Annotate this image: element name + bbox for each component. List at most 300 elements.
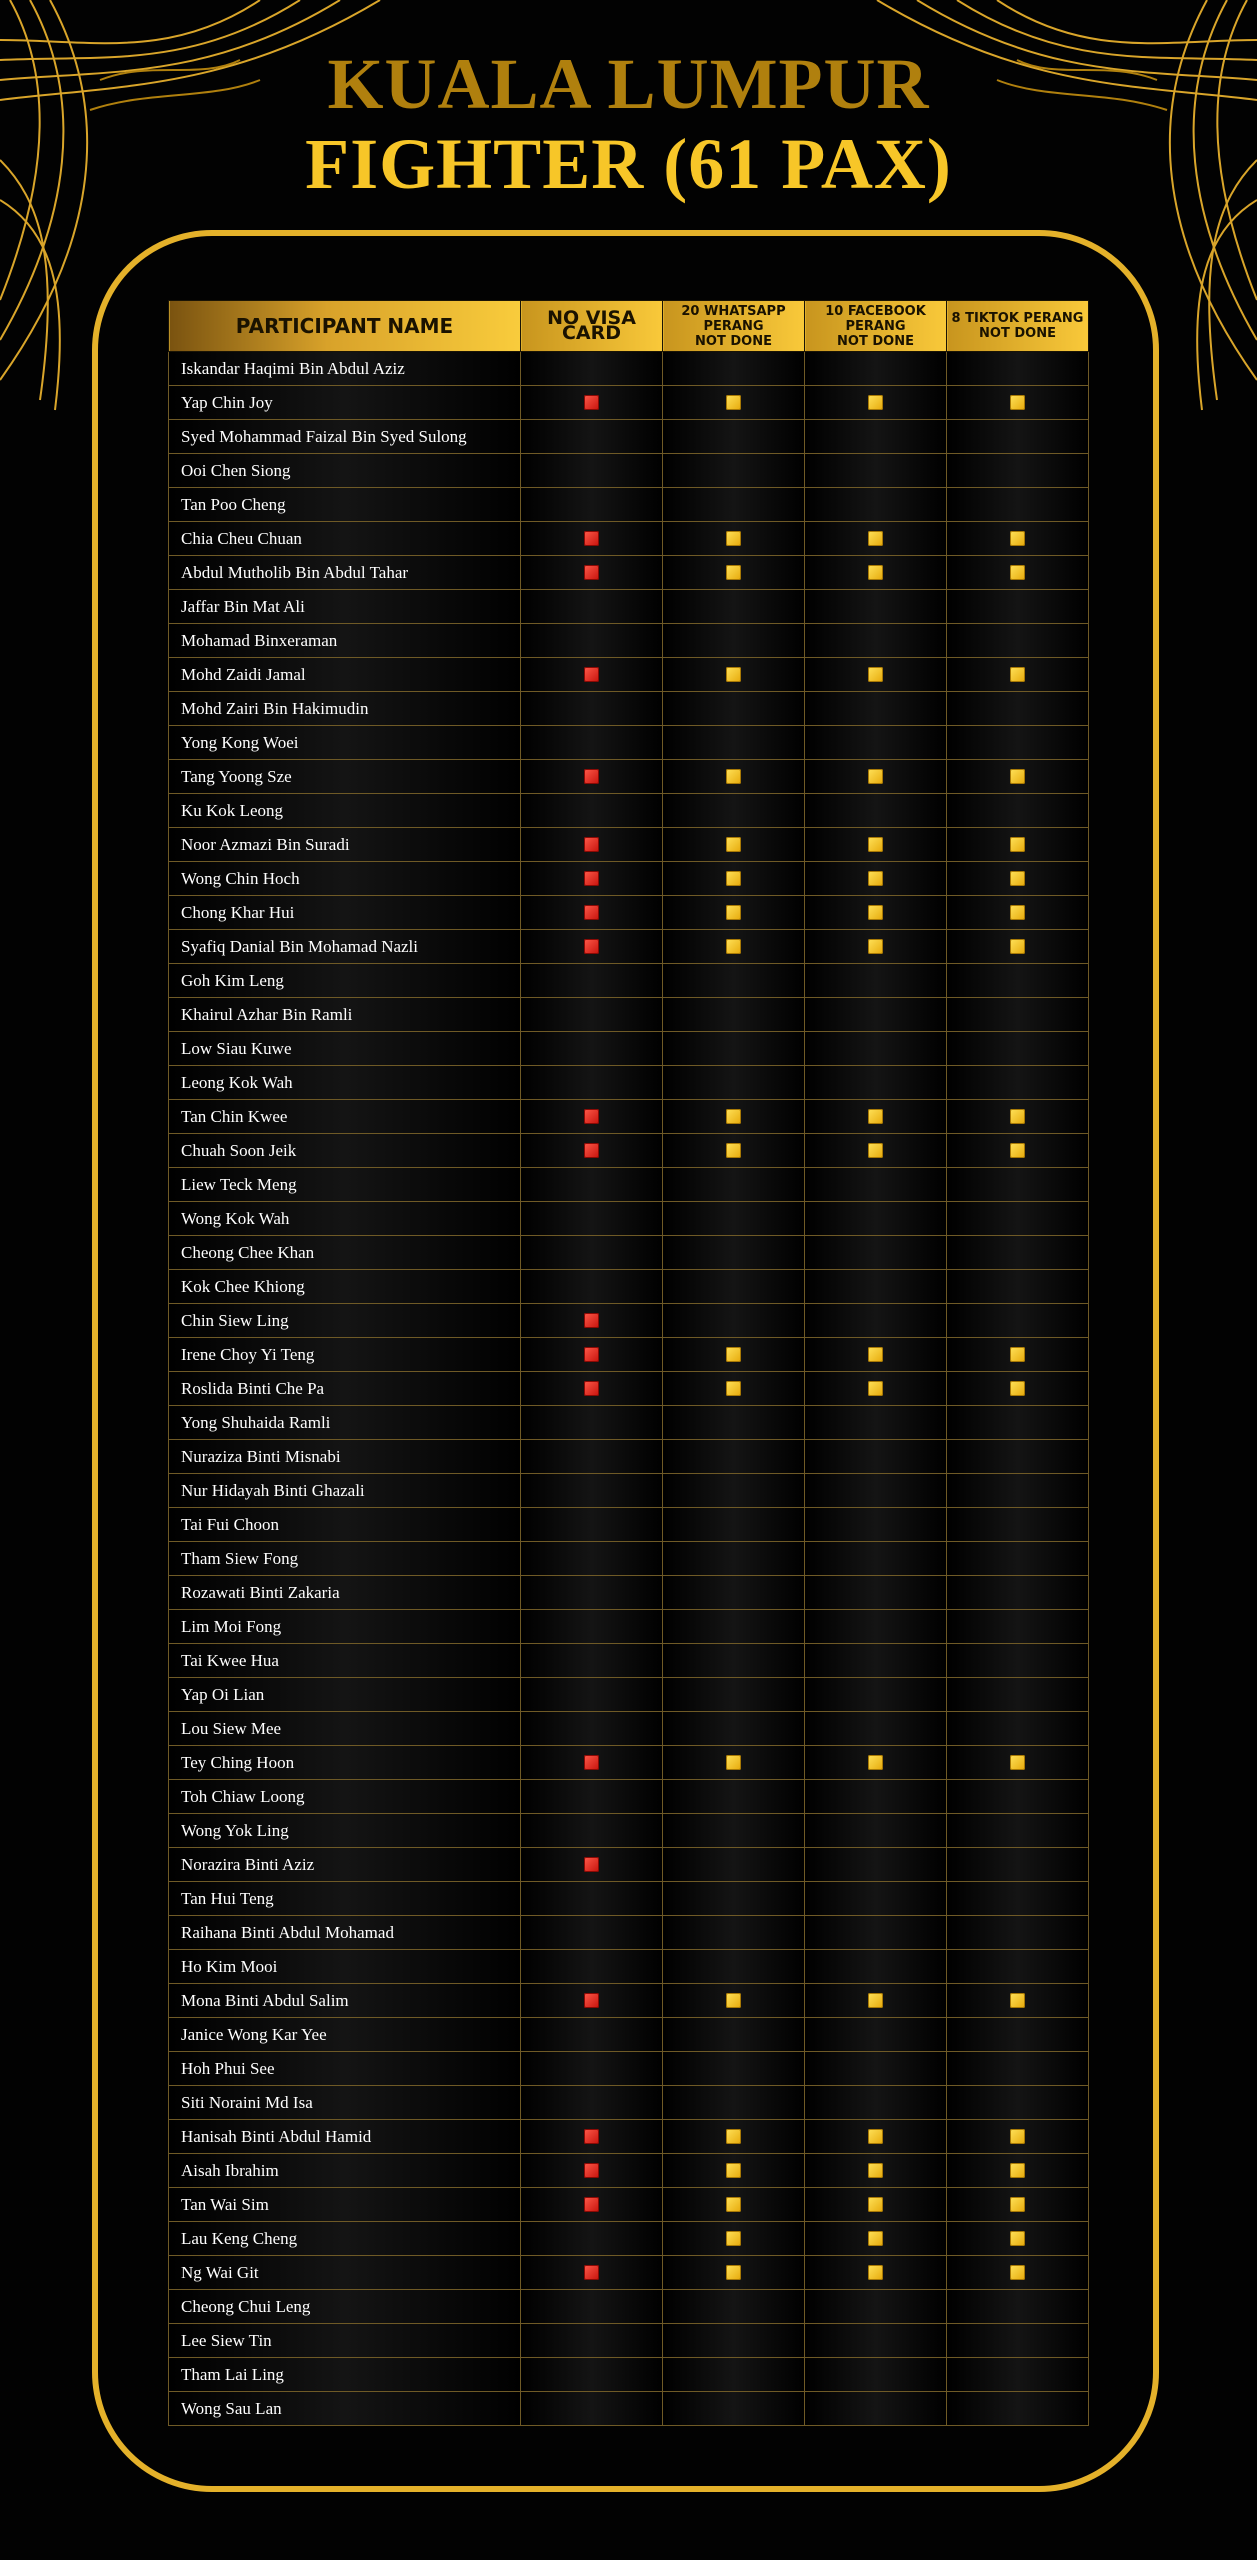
visa-cell bbox=[521, 1168, 663, 1202]
whatsapp-cell bbox=[663, 1406, 805, 1440]
tiktok-cell bbox=[947, 590, 1089, 624]
whatsapp-cell bbox=[663, 1610, 805, 1644]
tiktok-cell bbox=[947, 556, 1089, 590]
visa-cell bbox=[521, 1712, 663, 1746]
facebook-cell bbox=[805, 1882, 947, 1916]
whatsapp-cell bbox=[663, 998, 805, 1032]
participant-name: Ooi Chen Siong bbox=[169, 454, 521, 488]
facebook-cell bbox=[805, 2256, 947, 2290]
whatsapp-cell bbox=[663, 1168, 805, 1202]
table-row bbox=[169, 658, 1089, 692]
participant-name: Wong Kok Wah bbox=[169, 1202, 521, 1236]
table-row bbox=[169, 964, 1089, 998]
facebook-cell bbox=[805, 1644, 947, 1678]
yellow-square-icon bbox=[868, 871, 883, 886]
facebook-cell bbox=[805, 2392, 947, 2426]
participant-name: Wong Chin Hoch bbox=[169, 862, 521, 896]
whatsapp-cell bbox=[663, 2358, 805, 2392]
facebook-cell bbox=[805, 1338, 947, 1372]
yellow-square-icon bbox=[868, 1347, 883, 1362]
tiktok-cell bbox=[947, 1882, 1089, 1916]
yellow-square-icon bbox=[1010, 2197, 1025, 2212]
participant-name: Tai Kwee Hua bbox=[169, 1644, 521, 1678]
whatsapp-cell bbox=[663, 2120, 805, 2154]
table-row bbox=[169, 2120, 1089, 2154]
participant-name: Chuah Soon Jeik bbox=[169, 1134, 521, 1168]
participant-name: Wong Sau Lan bbox=[169, 2392, 521, 2426]
table-row bbox=[169, 1508, 1089, 1542]
facebook-cell bbox=[805, 1134, 947, 1168]
whatsapp-cell bbox=[663, 1746, 805, 1780]
table-row bbox=[169, 2018, 1089, 2052]
tiktok-cell bbox=[947, 1236, 1089, 1270]
participant-name: Syed Mohammad Faizal Bin Syed Sulong bbox=[169, 420, 521, 454]
yellow-square-icon bbox=[726, 837, 741, 852]
facebook-cell bbox=[805, 1270, 947, 1304]
whatsapp-cell bbox=[663, 1032, 805, 1066]
tiktok-cell bbox=[947, 2120, 1089, 2154]
participant-name: Chin Siew Ling bbox=[169, 1304, 521, 1338]
table-row bbox=[169, 1066, 1089, 1100]
participant-name: Noor Azmazi Bin Suradi bbox=[169, 828, 521, 862]
yellow-square-icon bbox=[726, 871, 741, 886]
visa-cell bbox=[521, 2222, 663, 2256]
visa-cell bbox=[521, 1746, 663, 1780]
tiktok-cell bbox=[947, 1032, 1089, 1066]
yellow-square-icon bbox=[726, 905, 741, 920]
table-row bbox=[169, 1984, 1089, 2018]
participant-name: Raihana Binti Abdul Mohamad bbox=[169, 1916, 521, 1950]
whatsapp-cell bbox=[663, 1542, 805, 1576]
red-square-icon bbox=[584, 395, 599, 410]
yellow-square-icon bbox=[868, 2265, 883, 2280]
table-row bbox=[169, 896, 1089, 930]
red-square-icon bbox=[584, 1993, 599, 2008]
yellow-square-icon bbox=[726, 2129, 741, 2144]
table-row bbox=[169, 794, 1089, 828]
whatsapp-cell bbox=[663, 862, 805, 896]
whatsapp-cell bbox=[663, 2052, 805, 2086]
red-square-icon bbox=[584, 2265, 599, 2280]
table-row bbox=[169, 930, 1089, 964]
yellow-square-icon bbox=[868, 2163, 883, 2178]
table-row bbox=[169, 386, 1089, 420]
facebook-cell bbox=[805, 522, 947, 556]
tiktok-cell bbox=[947, 2052, 1089, 2086]
facebook-cell bbox=[805, 352, 947, 386]
table-row bbox=[169, 828, 1089, 862]
facebook-cell bbox=[805, 1100, 947, 1134]
whatsapp-cell bbox=[663, 1780, 805, 1814]
red-square-icon bbox=[584, 2129, 599, 2144]
table-row bbox=[169, 1576, 1089, 1610]
tiktok-cell bbox=[947, 2256, 1089, 2290]
facebook-cell bbox=[805, 1984, 947, 2018]
visa-cell bbox=[521, 760, 663, 794]
table-row bbox=[169, 488, 1089, 522]
table-row bbox=[169, 1168, 1089, 1202]
facebook-cell bbox=[805, 1474, 947, 1508]
whatsapp-cell bbox=[663, 2256, 805, 2290]
participant-name: Liew Teck Meng bbox=[169, 1168, 521, 1202]
yellow-square-icon bbox=[868, 2129, 883, 2144]
facebook-cell bbox=[805, 1576, 947, 1610]
participant-name: Tham Siew Fong bbox=[169, 1542, 521, 1576]
participant-name: Iskandar Haqimi Bin Abdul Aziz bbox=[169, 352, 521, 386]
yellow-square-icon bbox=[726, 2231, 741, 2246]
table-row bbox=[169, 2256, 1089, 2290]
table-row bbox=[169, 1916, 1089, 1950]
header-whatsapp-line1: 20 WHATSAPP PERANG bbox=[681, 303, 786, 334]
table-row bbox=[169, 1236, 1089, 1270]
visa-cell bbox=[521, 352, 663, 386]
table-row bbox=[169, 1134, 1089, 1168]
table-row bbox=[169, 624, 1089, 658]
visa-cell bbox=[521, 658, 663, 692]
whatsapp-cell bbox=[663, 794, 805, 828]
visa-cell bbox=[521, 556, 663, 590]
participant-name: Jaffar Bin Mat Ali bbox=[169, 590, 521, 624]
whatsapp-cell bbox=[663, 1950, 805, 1984]
tiktok-cell bbox=[947, 1848, 1089, 1882]
visa-cell bbox=[521, 1032, 663, 1066]
whatsapp-cell bbox=[663, 1202, 805, 1236]
table-row bbox=[169, 556, 1089, 590]
participant-name: Hoh Phui See bbox=[169, 2052, 521, 2086]
facebook-cell bbox=[805, 1814, 947, 1848]
yellow-square-icon bbox=[1010, 837, 1025, 852]
whatsapp-cell bbox=[663, 454, 805, 488]
participant-name: Roslida Binti Che Pa bbox=[169, 1372, 521, 1406]
facebook-cell bbox=[805, 1406, 947, 1440]
facebook-cell bbox=[805, 1032, 947, 1066]
participant-name: Mohd Zaidi Jamal bbox=[169, 658, 521, 692]
yellow-square-icon bbox=[726, 2197, 741, 2212]
yellow-square-icon bbox=[868, 939, 883, 954]
red-square-icon bbox=[584, 1755, 599, 1770]
tiktok-cell bbox=[947, 1576, 1089, 1610]
tiktok-cell bbox=[947, 624, 1089, 658]
participant-name: Goh Kim Leng bbox=[169, 964, 521, 998]
participant-name: Lou Siew Mee bbox=[169, 1712, 521, 1746]
visa-cell bbox=[521, 2358, 663, 2392]
tiktok-cell bbox=[947, 692, 1089, 726]
participant-name: Rozawati Binti Zakaria bbox=[169, 1576, 521, 1610]
visa-cell bbox=[521, 1066, 663, 1100]
whatsapp-cell bbox=[663, 2154, 805, 2188]
table-row bbox=[169, 2358, 1089, 2392]
facebook-cell bbox=[805, 896, 947, 930]
participant-name: Lee Siew Tin bbox=[169, 2324, 521, 2358]
facebook-cell bbox=[805, 760, 947, 794]
facebook-cell bbox=[805, 1542, 947, 1576]
header-tiktok-line1: 8 TIKTOK PERANG bbox=[951, 311, 1084, 326]
yellow-square-icon bbox=[726, 667, 741, 682]
visa-cell bbox=[521, 590, 663, 624]
tiktok-cell bbox=[947, 1780, 1089, 1814]
yellow-square-icon bbox=[726, 1993, 741, 2008]
table-row bbox=[169, 1950, 1089, 1984]
tiktok-cell bbox=[947, 420, 1089, 454]
table-row bbox=[169, 726, 1089, 760]
tiktok-cell bbox=[947, 2018, 1089, 2052]
tiktok-cell bbox=[947, 1542, 1089, 1576]
whatsapp-cell bbox=[663, 1372, 805, 1406]
yellow-square-icon bbox=[868, 1109, 883, 1124]
facebook-cell bbox=[805, 2018, 947, 2052]
whatsapp-cell bbox=[663, 522, 805, 556]
whatsapp-cell bbox=[663, 1814, 805, 1848]
whatsapp-cell bbox=[663, 352, 805, 386]
yellow-square-icon bbox=[868, 565, 883, 580]
whatsapp-cell bbox=[663, 2290, 805, 2324]
whatsapp-cell bbox=[663, 1984, 805, 2018]
yellow-square-icon bbox=[1010, 769, 1025, 784]
yellow-square-icon bbox=[1010, 905, 1025, 920]
tiktok-cell bbox=[947, 488, 1089, 522]
facebook-cell bbox=[805, 1916, 947, 1950]
tiktok-cell bbox=[947, 2324, 1089, 2358]
visa-cell bbox=[521, 1508, 663, 1542]
participant-name: Tan Wai Sim bbox=[169, 2188, 521, 2222]
yellow-square-icon bbox=[1010, 1347, 1025, 1362]
facebook-cell bbox=[805, 2324, 947, 2358]
tiktok-cell bbox=[947, 352, 1089, 386]
facebook-cell bbox=[805, 658, 947, 692]
participant-name: Kok Chee Khiong bbox=[169, 1270, 521, 1304]
participant-name: Nuraziza Binti Misnabi bbox=[169, 1440, 521, 1474]
red-square-icon bbox=[584, 1109, 599, 1124]
facebook-cell bbox=[805, 1066, 947, 1100]
yellow-square-icon bbox=[726, 1109, 741, 1124]
whatsapp-cell bbox=[663, 1270, 805, 1304]
table-row bbox=[169, 1440, 1089, 1474]
facebook-cell bbox=[805, 1848, 947, 1882]
participant-name: Aisah Ibrahim bbox=[169, 2154, 521, 2188]
header-whatsapp-line2: NOT DONE bbox=[695, 333, 772, 349]
tiktok-cell bbox=[947, 1984, 1089, 2018]
whatsapp-cell bbox=[663, 2392, 805, 2426]
facebook-cell bbox=[805, 828, 947, 862]
tiktok-cell bbox=[947, 1202, 1089, 1236]
tiktok-cell bbox=[947, 1134, 1089, 1168]
table-row bbox=[169, 2392, 1089, 2426]
visa-cell bbox=[521, 998, 663, 1032]
visa-cell bbox=[521, 2392, 663, 2426]
tiktok-cell bbox=[947, 998, 1089, 1032]
facebook-cell bbox=[805, 1236, 947, 1270]
facebook-cell bbox=[805, 1610, 947, 1644]
whatsapp-cell bbox=[663, 1474, 805, 1508]
whatsapp-cell bbox=[663, 964, 805, 998]
participant-name: Tham Lai Ling bbox=[169, 2358, 521, 2392]
participant-name: Chia Cheu Chuan bbox=[169, 522, 521, 556]
visa-cell bbox=[521, 2154, 663, 2188]
facebook-cell bbox=[805, 964, 947, 998]
facebook-cell bbox=[805, 2086, 947, 2120]
tiktok-cell bbox=[947, 658, 1089, 692]
facebook-cell bbox=[805, 624, 947, 658]
participant-name: Wong Yok Ling bbox=[169, 1814, 521, 1848]
table-row bbox=[169, 2154, 1089, 2188]
tiktok-cell bbox=[947, 1814, 1089, 1848]
tiktok-cell bbox=[947, 1270, 1089, 1304]
yellow-square-icon bbox=[1010, 2163, 1025, 2178]
whatsapp-cell bbox=[663, 828, 805, 862]
yellow-square-icon bbox=[868, 837, 883, 852]
visa-cell bbox=[521, 1440, 663, 1474]
visa-cell bbox=[521, 828, 663, 862]
facebook-cell bbox=[805, 692, 947, 726]
visa-cell bbox=[521, 522, 663, 556]
whatsapp-cell bbox=[663, 1712, 805, 1746]
red-square-icon bbox=[584, 1857, 599, 1872]
tiktok-cell bbox=[947, 2188, 1089, 2222]
tiktok-cell bbox=[947, 1372, 1089, 1406]
visa-cell bbox=[521, 2086, 663, 2120]
yellow-square-icon bbox=[868, 2231, 883, 2246]
participant-name: Norazira Binti Aziz bbox=[169, 1848, 521, 1882]
tiktok-cell bbox=[947, 1916, 1089, 1950]
visa-cell bbox=[521, 1474, 663, 1508]
tiktok-cell bbox=[947, 1644, 1089, 1678]
visa-cell bbox=[521, 1236, 663, 1270]
visa-cell bbox=[521, 896, 663, 930]
visa-cell bbox=[521, 1304, 663, 1338]
table-row bbox=[169, 2222, 1089, 2256]
facebook-cell bbox=[805, 1712, 947, 1746]
table-row bbox=[169, 862, 1089, 896]
participant-name: Cheong Chee Khan bbox=[169, 1236, 521, 1270]
header-participant-name: PARTICIPANT NAME bbox=[169, 301, 521, 352]
tiktok-cell bbox=[947, 454, 1089, 488]
whatsapp-cell bbox=[663, 2324, 805, 2358]
tiktok-cell bbox=[947, 2154, 1089, 2188]
facebook-cell bbox=[805, 2052, 947, 2086]
visa-cell bbox=[521, 2188, 663, 2222]
yellow-square-icon bbox=[1010, 871, 1025, 886]
visa-cell bbox=[521, 930, 663, 964]
visa-cell bbox=[521, 2018, 663, 2052]
yellow-square-icon bbox=[868, 1143, 883, 1158]
participant-name: Hanisah Binti Abdul Hamid bbox=[169, 2120, 521, 2154]
participant-name: Lim Moi Fong bbox=[169, 1610, 521, 1644]
tiktok-cell bbox=[947, 2358, 1089, 2392]
tiktok-cell bbox=[947, 1168, 1089, 1202]
table-row bbox=[169, 1474, 1089, 1508]
participant-name: Nur Hidayah Binti Ghazali bbox=[169, 1474, 521, 1508]
facebook-cell bbox=[805, 1508, 947, 1542]
visa-cell bbox=[521, 1134, 663, 1168]
visa-cell bbox=[521, 2052, 663, 2086]
tiktok-cell bbox=[947, 964, 1089, 998]
visa-cell bbox=[521, 964, 663, 998]
whatsapp-cell bbox=[663, 1576, 805, 1610]
tiktok-cell bbox=[947, 1100, 1089, 1134]
visa-cell bbox=[521, 1338, 663, 1372]
participant-rows bbox=[169, 352, 1089, 2426]
visa-cell bbox=[521, 1202, 663, 1236]
tiktok-cell bbox=[947, 1304, 1089, 1338]
whatsapp-cell bbox=[663, 658, 805, 692]
red-square-icon bbox=[584, 667, 599, 682]
yellow-square-icon bbox=[1010, 1993, 1025, 2008]
visa-cell bbox=[521, 2256, 663, 2290]
yellow-square-icon bbox=[1010, 395, 1025, 410]
participant-name: Tai Fui Choon bbox=[169, 1508, 521, 1542]
tiktok-cell bbox=[947, 726, 1089, 760]
yellow-square-icon bbox=[868, 1381, 883, 1396]
visa-cell bbox=[521, 726, 663, 760]
tiktok-cell bbox=[947, 794, 1089, 828]
yellow-square-icon bbox=[726, 1143, 741, 1158]
visa-cell bbox=[521, 1406, 663, 1440]
table-header-row bbox=[169, 301, 1089, 352]
tiktok-cell bbox=[947, 2290, 1089, 2324]
tiktok-cell bbox=[947, 1338, 1089, 1372]
participant-name: Ng Wai Git bbox=[169, 2256, 521, 2290]
red-square-icon bbox=[584, 769, 599, 784]
participant-name: Syafiq Danial Bin Mohamad Nazli bbox=[169, 930, 521, 964]
whatsapp-cell bbox=[663, 590, 805, 624]
yellow-square-icon bbox=[726, 2265, 741, 2280]
table-row bbox=[169, 2188, 1089, 2222]
facebook-cell bbox=[805, 2154, 947, 2188]
table-row bbox=[169, 590, 1089, 624]
table-row bbox=[169, 1848, 1089, 1882]
whatsapp-cell bbox=[663, 1066, 805, 1100]
yellow-square-icon bbox=[868, 667, 883, 682]
participant-name: Yap Chin Joy bbox=[169, 386, 521, 420]
participant-name: Tang Yoong Sze bbox=[169, 760, 521, 794]
yellow-square-icon bbox=[1010, 565, 1025, 580]
participant-name: Irene Choy Yi Teng bbox=[169, 1338, 521, 1372]
facebook-cell bbox=[805, 1202, 947, 1236]
facebook-cell bbox=[805, 2290, 947, 2324]
tiktok-cell bbox=[947, 522, 1089, 556]
whatsapp-cell bbox=[663, 1508, 805, 1542]
tiktok-cell bbox=[947, 1066, 1089, 1100]
whatsapp-cell bbox=[663, 1304, 805, 1338]
title-fighter-count: FIGHTER (61 PAX) bbox=[305, 124, 952, 204]
table-row bbox=[169, 1304, 1089, 1338]
facebook-cell bbox=[805, 1678, 947, 1712]
red-square-icon bbox=[584, 837, 599, 852]
facebook-cell bbox=[805, 1746, 947, 1780]
whatsapp-cell bbox=[663, 726, 805, 760]
red-square-icon bbox=[584, 531, 599, 546]
facebook-cell bbox=[805, 2358, 947, 2392]
facebook-cell bbox=[805, 1304, 947, 1338]
table-row bbox=[169, 1780, 1089, 1814]
whatsapp-cell bbox=[663, 896, 805, 930]
facebook-cell bbox=[805, 2188, 947, 2222]
facebook-cell bbox=[805, 420, 947, 454]
yellow-square-icon bbox=[1010, 939, 1025, 954]
table-row bbox=[169, 2052, 1089, 2086]
facebook-cell bbox=[805, 488, 947, 522]
red-square-icon bbox=[584, 1143, 599, 1158]
visa-cell bbox=[521, 454, 663, 488]
whatsapp-cell bbox=[663, 1134, 805, 1168]
red-square-icon bbox=[584, 2163, 599, 2178]
tiktok-cell bbox=[947, 1712, 1089, 1746]
yellow-square-icon bbox=[1010, 531, 1025, 546]
table-row bbox=[169, 1338, 1089, 1372]
tiktok-cell bbox=[947, 1678, 1089, 1712]
tiktok-cell bbox=[947, 896, 1089, 930]
participant-name: Janice Wong Kar Yee bbox=[169, 2018, 521, 2052]
